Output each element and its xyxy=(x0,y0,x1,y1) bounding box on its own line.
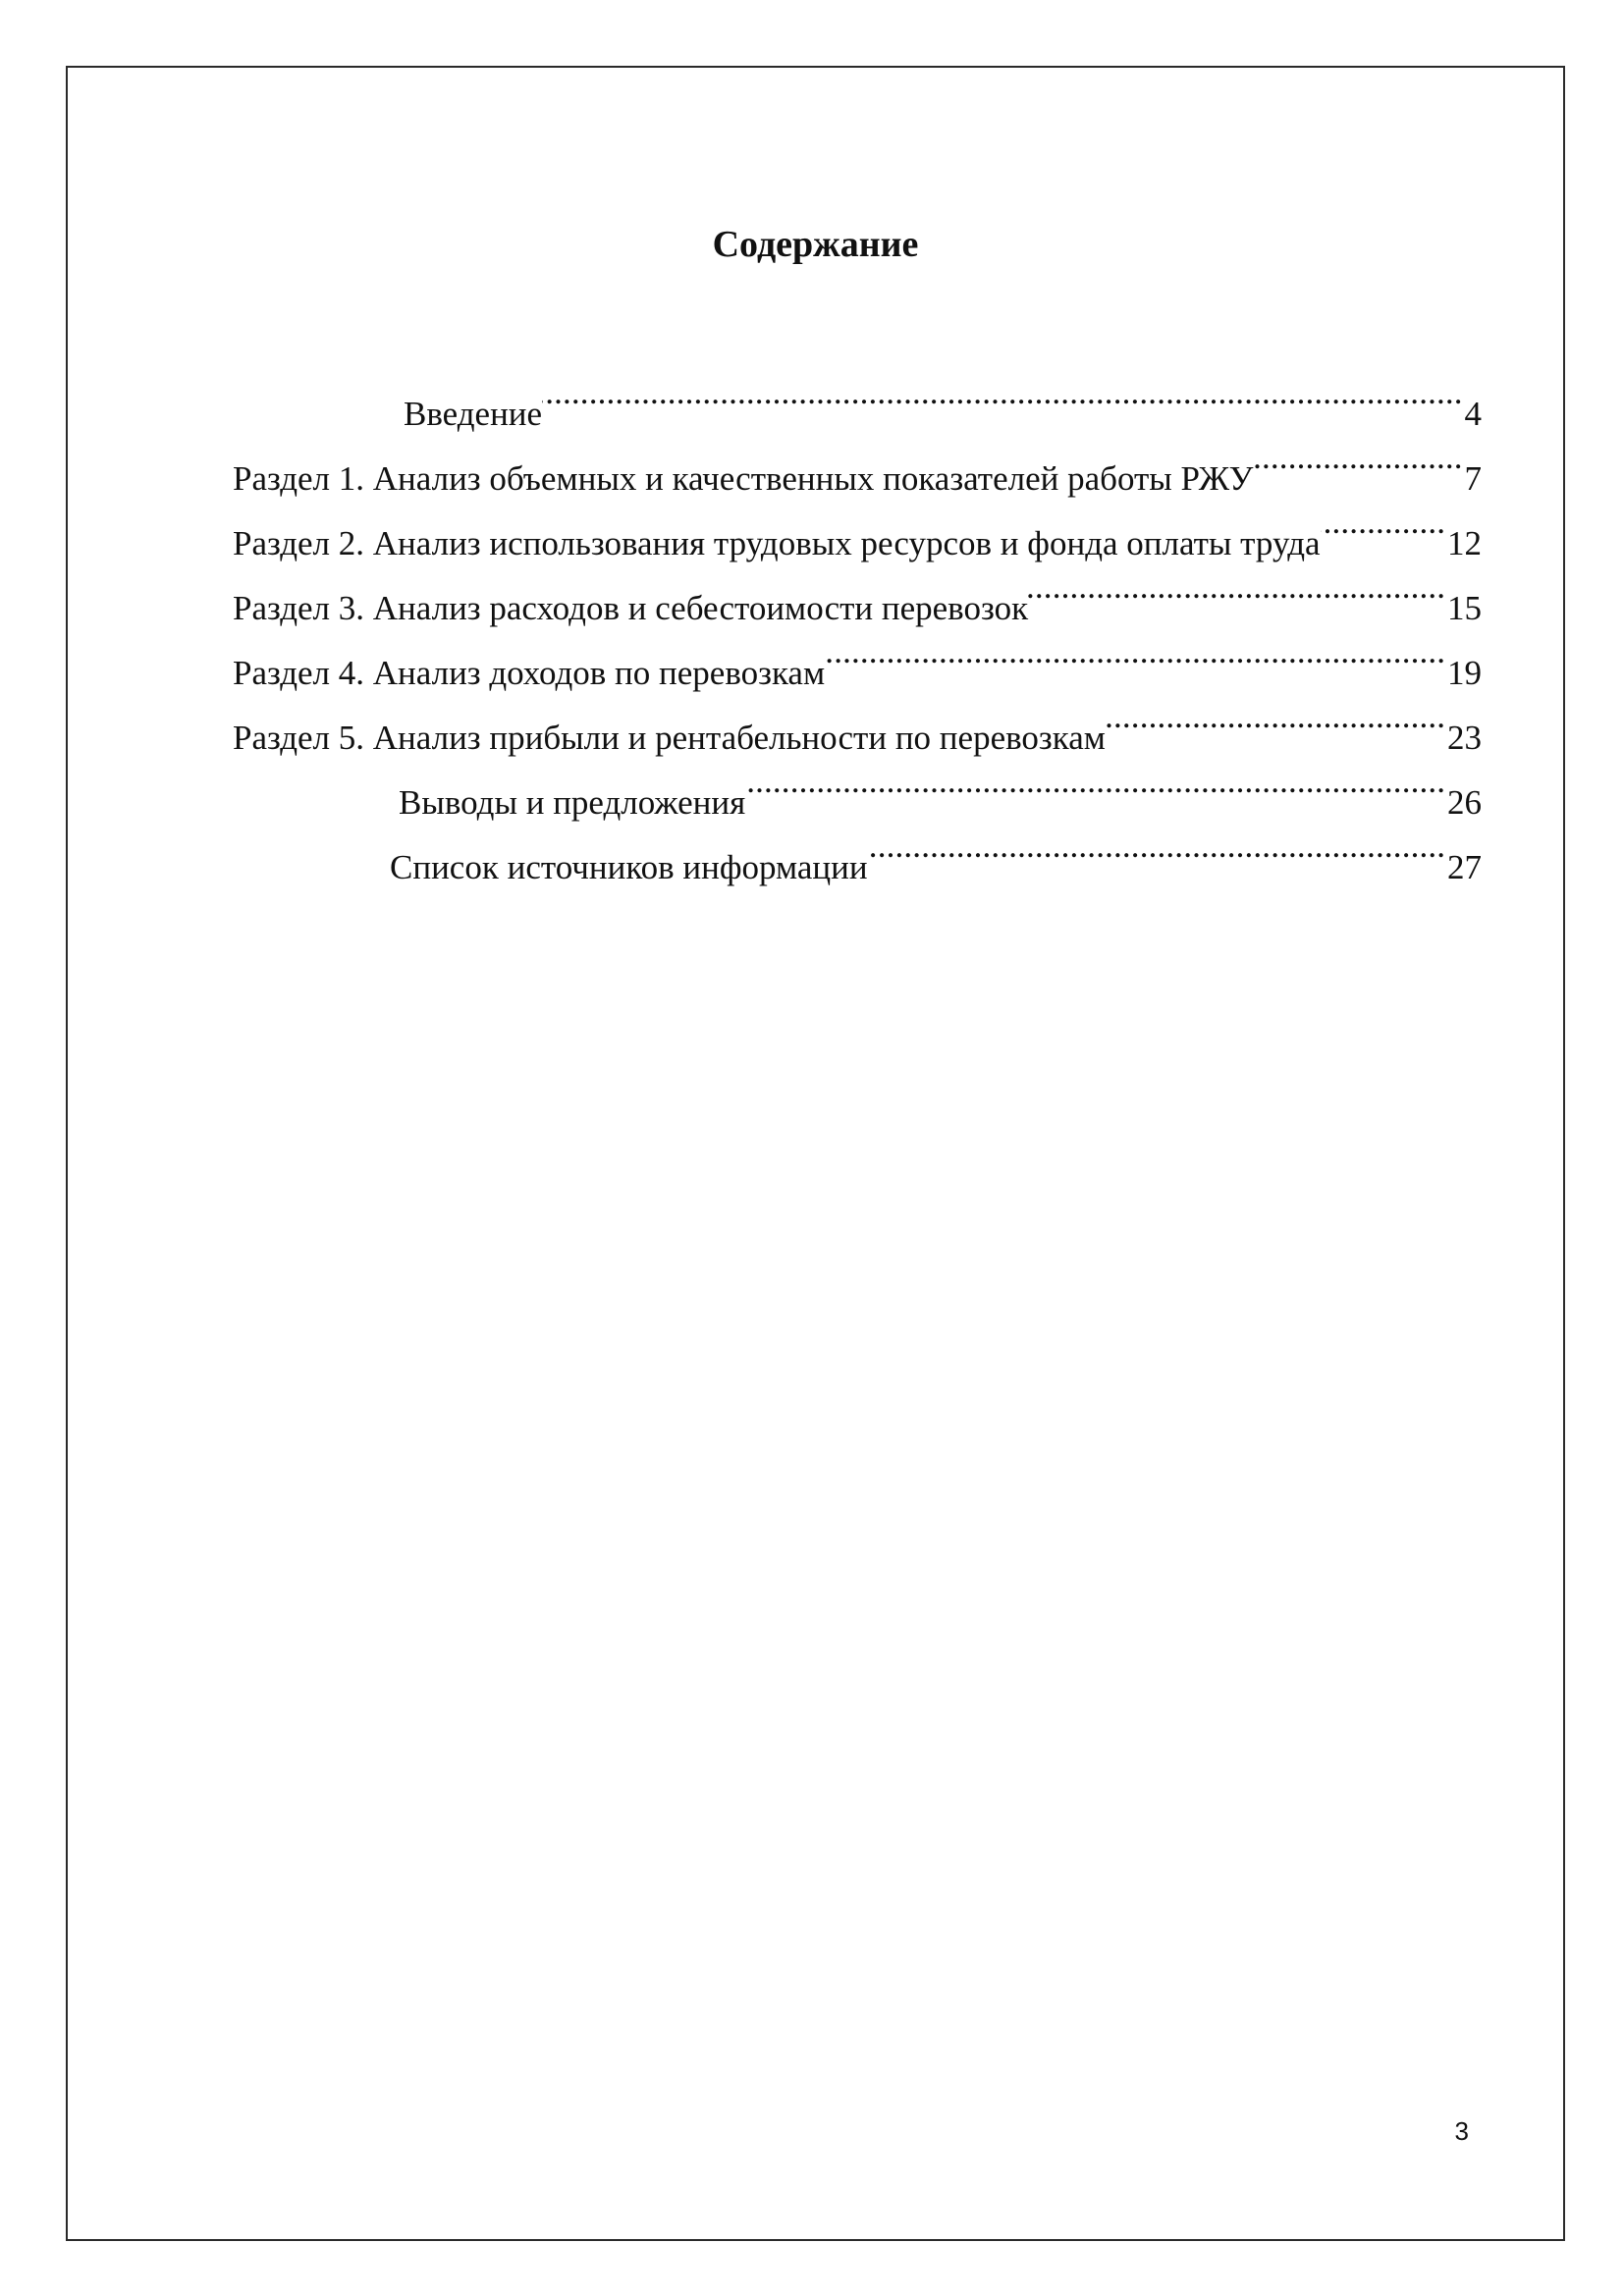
toc-entry-label: Введение xyxy=(404,395,543,433)
toc-leader-dots xyxy=(868,844,1445,879)
toc-entry-label: Раздел 3. Анализ расходов и себестоимости перевозок xyxy=(233,589,1029,627)
toc-entry-section-5[interactable] xyxy=(233,706,1482,771)
page-frame xyxy=(66,66,1565,2241)
toc-leader-dots xyxy=(542,391,1462,425)
toc-entry-page: 23 xyxy=(1447,719,1482,757)
toc-entry-page: 4 xyxy=(1464,395,1482,433)
toc-entry-section-3[interactable] xyxy=(233,576,1482,641)
toc-entry-section-4[interactable] xyxy=(233,641,1482,706)
toc-entry-page: 7 xyxy=(1464,459,1482,498)
page-number: 3 xyxy=(1454,2116,1469,2146)
toc-leader-dots xyxy=(1321,520,1445,555)
toc-leader-dots xyxy=(745,779,1445,814)
toc-leader-dots xyxy=(825,650,1445,684)
toc-entry-conclusions[interactable] xyxy=(399,771,1482,835)
toc-entry-label: Раздел 5. Анализ прибыли и рентабельности по перевозкам xyxy=(233,719,1106,757)
toc-entry-sources[interactable] xyxy=(390,835,1482,900)
toc-entry-page: 26 xyxy=(1447,783,1482,822)
toc-leader-dots xyxy=(1028,585,1445,619)
toc-entry-page: 15 xyxy=(1447,589,1482,627)
toc-entry-label: Раздел 1. Анализ объемных и качественных показателей работы РЖУ xyxy=(233,459,1254,498)
toc-leader-dots xyxy=(1253,455,1462,490)
toc-entry-introduction[interactable] xyxy=(404,382,1482,447)
toc-entry-page: 27 xyxy=(1447,848,1482,886)
toc-entry-label: Список источников информации xyxy=(390,848,868,886)
toc-entry-label: Раздел 2. Анализ использования трудовых ресурсов и фонда оплаты труда xyxy=(233,524,1321,562)
toc-entry-section-1[interactable] xyxy=(233,447,1482,511)
toc-entry-page: 12 xyxy=(1447,524,1482,562)
toc-entry-label: Выводы и предложения xyxy=(399,783,746,822)
toc-entry-label: Раздел 4. Анализ доходов по перевозкам xyxy=(233,654,826,692)
toc-entry-page: 19 xyxy=(1447,654,1482,692)
toc-title: Содержание xyxy=(712,224,919,265)
toc-leader-dots xyxy=(1106,715,1445,749)
toc-entry-section-2[interactable] xyxy=(233,511,1482,576)
